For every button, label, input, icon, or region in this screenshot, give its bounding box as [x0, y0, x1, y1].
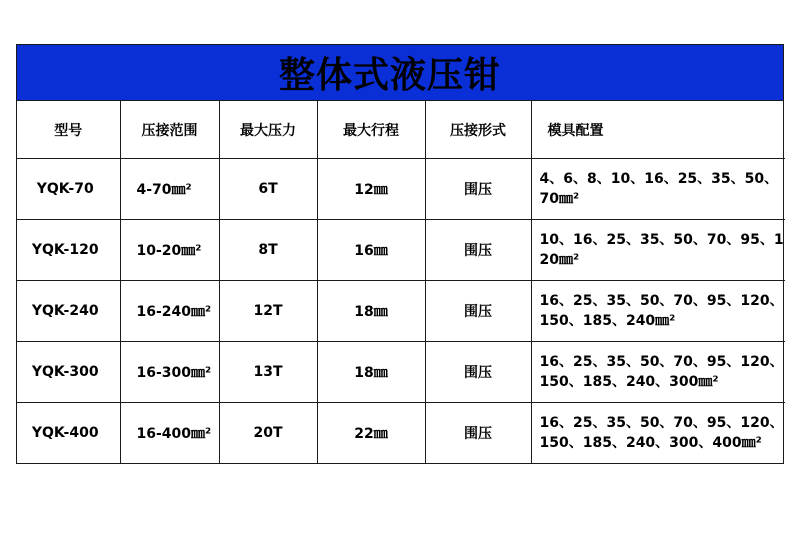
page-title: 整体式液压钳 — [278, 55, 501, 96]
header-model: 型号 — [17, 101, 120, 159]
table-row — [17, 220, 785, 281]
cell-die-config: 10、16、25、35、50、70、95、120㎜² — [531, 220, 785, 281]
cell-crimp-range: 4-70㎜² — [120, 159, 219, 220]
title-bar — [17, 45, 783, 101]
cell-crimp-form: 围压 — [425, 342, 531, 403]
header-die-config: 模具配置 — [531, 101, 785, 159]
header-max-pressure: 最大压力 — [219, 101, 317, 159]
cell-model: YQK-300 — [17, 342, 120, 403]
cell-max-stroke: 16㎜ — [317, 220, 425, 281]
cell-max-stroke: 18㎜ — [317, 281, 425, 342]
cell-crimp-range: 16-400㎜² — [120, 403, 219, 464]
cell-max-pressure: 6T — [219, 159, 317, 220]
table-row — [17, 403, 785, 464]
cell-model: YQK-240 — [17, 281, 120, 342]
cell-max-pressure: 20T — [219, 403, 317, 464]
cell-crimp-range: 16-240㎜² — [120, 281, 219, 342]
cell-die-config: 16、25、35、50、70、95、120、150、185、240、300、400㎜² — [531, 403, 785, 464]
header-crimp-form: 压接形式 — [425, 101, 531, 159]
cell-max-pressure: 12T — [219, 281, 317, 342]
cell-model: YQK-120 — [17, 220, 120, 281]
cell-die-config: 4、6、8、10、16、25、35、50、70㎜² — [531, 159, 785, 220]
table-row — [17, 342, 785, 403]
cell-die-config: 16、25、35、50、70、95、120、150、185、240、300㎜² — [531, 342, 785, 403]
cell-model: YQK-400 — [17, 403, 120, 464]
cell-die-config: 16、25、35、50、70、95、120、150、185、240㎜² — [531, 281, 785, 342]
spec-table — [17, 101, 785, 463]
cell-model: YQK-70 — [17, 159, 120, 220]
cell-crimp-range: 16-300㎜² — [120, 342, 219, 403]
header-row — [17, 101, 785, 159]
cell-crimp-form: 围压 — [425, 159, 531, 220]
cell-crimp-form: 围压 — [425, 220, 531, 281]
table-row — [17, 281, 785, 342]
cell-crimp-form: 围压 — [425, 403, 531, 464]
cell-crimp-form: 围压 — [425, 281, 531, 342]
cell-max-pressure: 8T — [219, 220, 317, 281]
header-max-stroke: 最大行程 — [317, 101, 425, 159]
cell-crimp-range: 10-20㎜² — [120, 220, 219, 281]
cell-max-stroke: 12㎜ — [317, 159, 425, 220]
header-crimp-range: 压接范围 — [120, 101, 219, 159]
table-row — [17, 159, 785, 220]
cell-max-stroke: 18㎜ — [317, 342, 425, 403]
cell-max-stroke: 22㎜ — [317, 403, 425, 464]
spec-sheet — [16, 44, 784, 464]
cell-max-pressure: 13T — [219, 342, 317, 403]
